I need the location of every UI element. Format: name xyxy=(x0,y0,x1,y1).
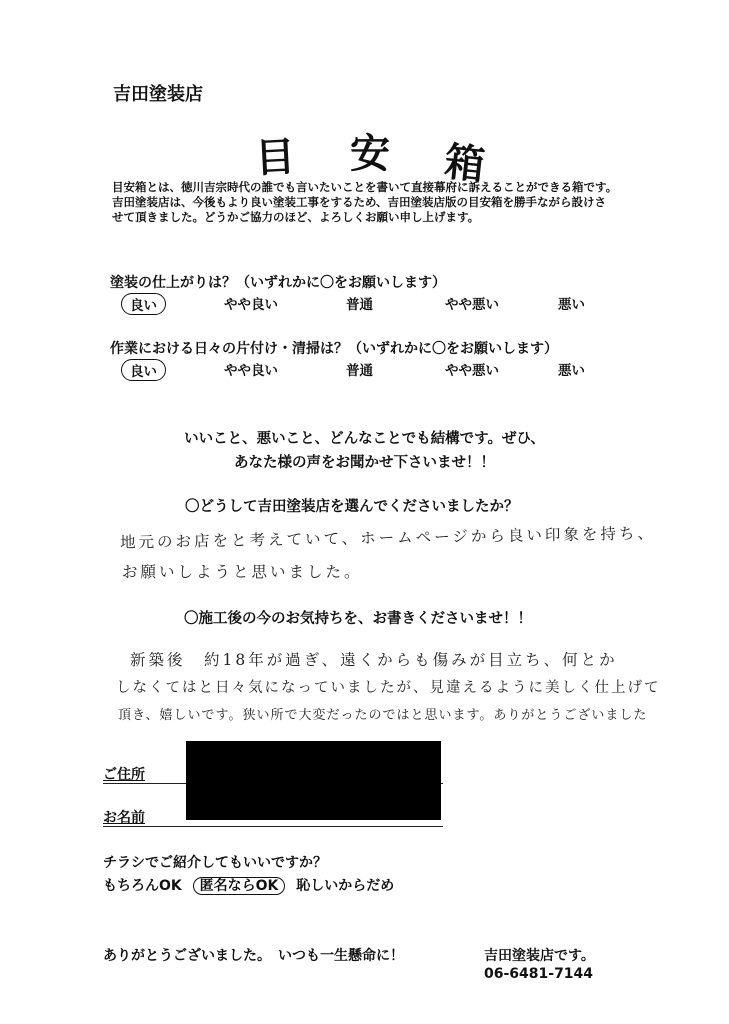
flyer-option-ok[interactable]: もちろんOK xyxy=(103,878,182,894)
request-message xyxy=(0,427,729,475)
title-char: 安 xyxy=(350,131,390,177)
reason-answer-line: 地元のお店をと考えていて、ホームページから良い印象を持ち、 xyxy=(119,524,657,552)
option-good-selected[interactable]: 良い xyxy=(121,293,166,315)
option-good-selected[interactable]: 良い xyxy=(121,359,166,381)
address-label: ご住所 xyxy=(103,767,145,783)
option-average[interactable]: 普通 xyxy=(346,363,373,379)
intro-line: 目安箱とは、徳川吉宗時代の誰でも言いたいことを書いて直接幕府に訴えることができる箱です。 xyxy=(112,180,618,194)
option-fairly-bad[interactable]: やや悪い xyxy=(445,363,499,379)
footer-thanks: ありがとうございました。 いつも一生懸命に！ xyxy=(103,948,404,964)
redaction-block xyxy=(186,741,441,820)
flyer-option-anonymous-selected[interactable]: 匿名ならOK xyxy=(193,877,286,895)
shop-name: 吉田塗装店 xyxy=(113,84,203,105)
reason-question: 〇どうして吉田塗装店を選んでくださいましたか？ xyxy=(185,499,519,515)
footer-phone: 06-6481-7144 xyxy=(484,966,594,982)
feelings-answer-line: 頂き、嬉しいです。狭い所で大変だったのではと思います。ありがとうございました xyxy=(118,708,648,723)
option-bad[interactable]: 悪い xyxy=(558,297,585,313)
option-average[interactable]: 普通 xyxy=(346,297,373,313)
option-fairly-good[interactable]: やや良い xyxy=(224,297,278,313)
option-bad[interactable]: 悪い xyxy=(558,363,585,379)
survey-question-cleanup: 作業における日々の片付け・清掃は？（いずれかに〇をお願いします） xyxy=(110,341,558,357)
survey-options-cleanup xyxy=(118,359,598,381)
name-line xyxy=(103,826,443,827)
survey-question-finish: 塗装の仕上がりは？（いずれかに〇をお願いします） xyxy=(110,275,446,291)
intro-line: 吉田塗装店は、今後もより良い塗装工事をするため、吉田塗装店版の目安箱を勝手ながら設けさ xyxy=(112,195,607,209)
footer-shop: 吉田塗装店です。 xyxy=(484,948,595,964)
name-label: お名前 xyxy=(103,810,145,826)
feelings-answer-line: 新築後 約18年が過ぎ、遠くからも傷みが目立ち、何とか xyxy=(130,651,618,669)
option-fairly-good[interactable]: やや良い xyxy=(224,363,278,379)
option-fairly-bad[interactable]: やや悪い xyxy=(445,297,499,313)
flyer-options xyxy=(103,875,394,895)
title-char: 目 xyxy=(254,133,297,183)
intro-text xyxy=(112,180,652,225)
feelings-question: 〇施工後の今のお気持ちを、お書きくださいませ！！ xyxy=(184,611,532,627)
survey-options-finish xyxy=(118,293,598,315)
request-line: いいこと、悪いこと、どんなことでも結構です。ぜひ、 xyxy=(184,431,545,447)
page-title xyxy=(254,122,515,189)
title-char: 箱 xyxy=(442,139,487,189)
flyer-option-no[interactable]: 恥しいからだめ xyxy=(296,878,395,894)
reason-answer-line: お願いしようと思いました。 xyxy=(122,563,363,581)
flyer-question: チラシでご紹介してもいいですか？ xyxy=(103,855,327,871)
request-line: あなた様の声をお聞かせ下さいませ！！ xyxy=(234,455,495,471)
feelings-answer-line: しなくてはと日々気になっていましたが、見違えるように美しく仕上げて xyxy=(116,680,661,696)
intro-line: せて頂きました。どうかご協力のほど、よろしくお願い申し上げます。 xyxy=(112,210,480,224)
